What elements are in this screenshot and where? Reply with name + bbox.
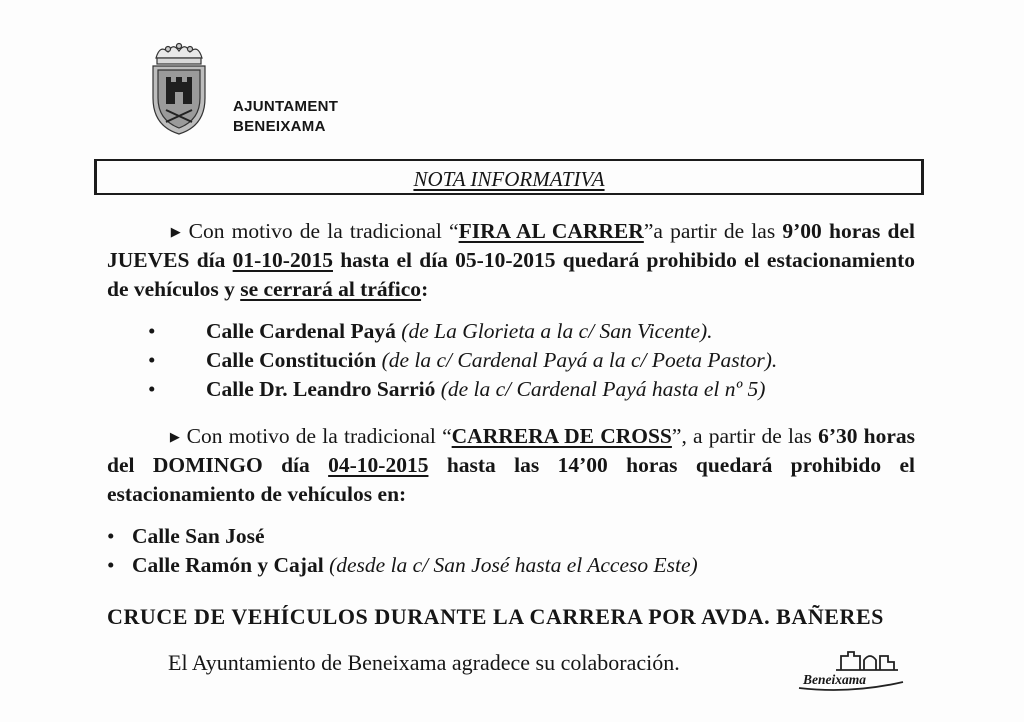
bullet-icon: • bbox=[107, 524, 115, 548]
start-time: 9’00 bbox=[782, 219, 822, 243]
signature-text: Beneixama bbox=[803, 672, 866, 687]
bullet-icon: • bbox=[148, 377, 156, 401]
text: Con motivo de la tradicional “ bbox=[188, 219, 459, 243]
list-item bbox=[107, 522, 698, 551]
org-line-2: BENEIXAMA bbox=[233, 118, 326, 135]
street-list-cross bbox=[107, 522, 698, 580]
event-date: 04-10-2015 bbox=[328, 453, 429, 477]
text: ”, a partir de las bbox=[671, 424, 819, 448]
street-list-fira bbox=[148, 317, 777, 404]
page-title: NOTA INFORMATIVA bbox=[413, 167, 605, 191]
street-name: Calle Dr. Leandro Sarrió bbox=[206, 377, 436, 401]
paragraph-cross bbox=[107, 422, 915, 509]
street-name: Calle Cardenal Payá bbox=[206, 319, 396, 343]
list-item bbox=[148, 346, 777, 375]
org-line-1: AJUNTAMENT bbox=[233, 98, 339, 115]
list-item bbox=[107, 551, 698, 580]
street-detail: (de La Glorieta a la c/ San Vicente). bbox=[401, 319, 713, 343]
street-detail: (de la c/ Cardenal Payá hasta el nº 5) bbox=[440, 377, 766, 401]
organization-name bbox=[233, 97, 338, 137]
bullet-icon: • bbox=[148, 348, 156, 372]
street-name: Calle Ramón y Cajal bbox=[132, 553, 324, 577]
event-name: FIRA AL CARRER bbox=[458, 219, 644, 243]
text: hasta el día 05-10-2015 quedará prohibido el estacionamiento de vehículos y bbox=[107, 248, 915, 301]
street-name: Calle Constitución bbox=[206, 348, 377, 372]
street-name: Calle San José bbox=[132, 524, 265, 548]
text: : bbox=[421, 277, 429, 301]
text: Con motivo de la tradicional “ bbox=[186, 424, 452, 448]
street-detail: (de la c/ Cardenal Payá a la c/ Poeta Pastor). bbox=[381, 348, 778, 372]
text: hasta las 14’00 horas quedará prohibido el estacionamiento de vehículos en: bbox=[107, 453, 915, 506]
closure-text: se cerrará al tráfico bbox=[240, 277, 422, 301]
paragraph-fira bbox=[107, 217, 915, 304]
event-name: CARRERA DE CROSS bbox=[451, 424, 672, 448]
start-date: 01-10-2015 bbox=[232, 248, 333, 272]
title-banner bbox=[94, 159, 924, 195]
text: horas del JUEVES día bbox=[107, 219, 916, 272]
list-item bbox=[148, 317, 777, 346]
thanks-text: El Ayuntamiento de Beneixama agradece su colaboración. bbox=[168, 650, 680, 675]
arrow-icon: ▶ bbox=[169, 224, 183, 239]
bullet-icon: • bbox=[107, 553, 115, 577]
coat-of-arms-icon bbox=[148, 40, 210, 136]
bullet-icon: • bbox=[148, 319, 156, 343]
street-detail: (desde la c/ San José hasta el Acceso Este) bbox=[329, 553, 698, 577]
text: ”a partir de las bbox=[643, 219, 783, 243]
list-item bbox=[148, 375, 777, 404]
arrow-icon: ▶ bbox=[169, 429, 181, 444]
text: 6’30 horas del DOMINGO día bbox=[107, 424, 916, 477]
crossing-notice: CRUCE DE VEHÍCULOS DURANTE LA CARRERA POR AVDA. BAÑERES bbox=[107, 604, 884, 629]
